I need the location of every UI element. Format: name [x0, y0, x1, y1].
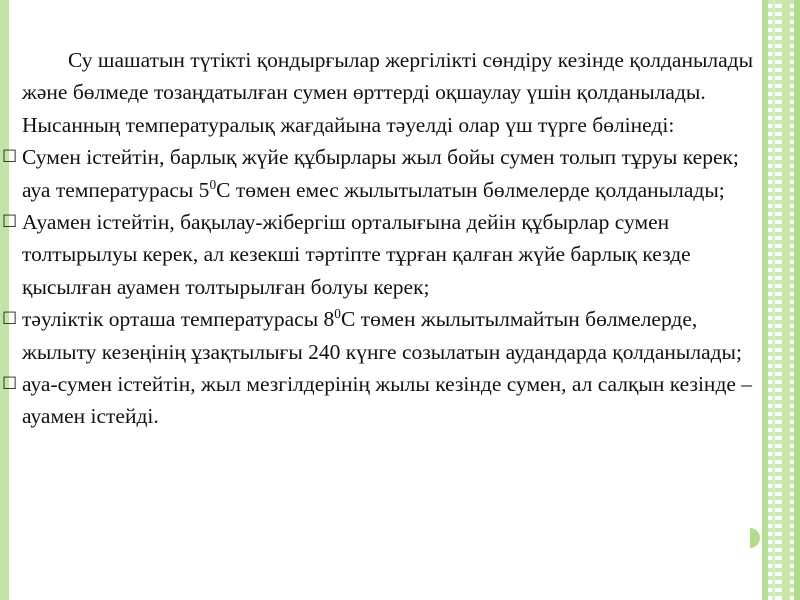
green-circle-decoration	[740, 528, 760, 548]
list-item-daily-temperature	[2, 303, 770, 368]
item-text-tail: С төмен емес жылытылатын бөлмелерде қолданылады;	[216, 177, 725, 202]
superscript-zero: 0	[334, 306, 341, 322]
stripe	[794, 0, 800, 600]
stripe	[782, 0, 790, 600]
slide-body	[2, 44, 770, 433]
list-item-air	[2, 206, 770, 303]
intro-paragraph: Су шашатын түтікті қондырғылар жергілікті сөндіру кезінде қолданылады және бөлмеде тозаңдатылған сумен өрттерді оқшаулау үшін қолданылады. Нысанның температуралық жағдайына тәуелді олар үш түрге бөлінеді:	[22, 48, 754, 137]
item-text: Ауамен істейтін, бақылау-жібергіш орталығына дейін құбырлар сумен толтырылуы керек, ал кезекші тәртіпте тұрған қалған жүйе барлық кезде қысылған ауамен толтырылған болуы керек;	[22, 210, 691, 299]
item-text: Сумен істейтін, барлық жүйе құбырлары жыл бойы сумен толып тұруы керек; ауа температурасы 5	[22, 145, 739, 202]
list-item-water	[2, 141, 770, 206]
superscript-zero: 0	[209, 176, 217, 192]
checkbox-bullet-icon: ☐	[2, 374, 18, 395]
list-item-air-water	[2, 368, 770, 433]
checkbox-bullet-icon: ☐	[2, 309, 18, 330]
checkbox-bullet-icon: ☐	[2, 147, 18, 168]
item-text: ауа-сумен істейтін, жыл мезгілдерінің жылы кезінде сумен, ал салқын кезінде – ауамен істейді.	[22, 372, 753, 429]
stripe	[772, 0, 775, 600]
item-text: тәуліктік орташа температурасы 8	[22, 307, 335, 332]
left-border-decoration	[0, 0, 9, 600]
checkbox-bullet-icon: ☐	[2, 212, 18, 233]
item-text-tail: С төмен жылытылмайтын бөлмелерде, жылыту кезеңінің ұзақтылығы 240 күнге созылатын аудандарда қолданылады;	[22, 307, 742, 364]
